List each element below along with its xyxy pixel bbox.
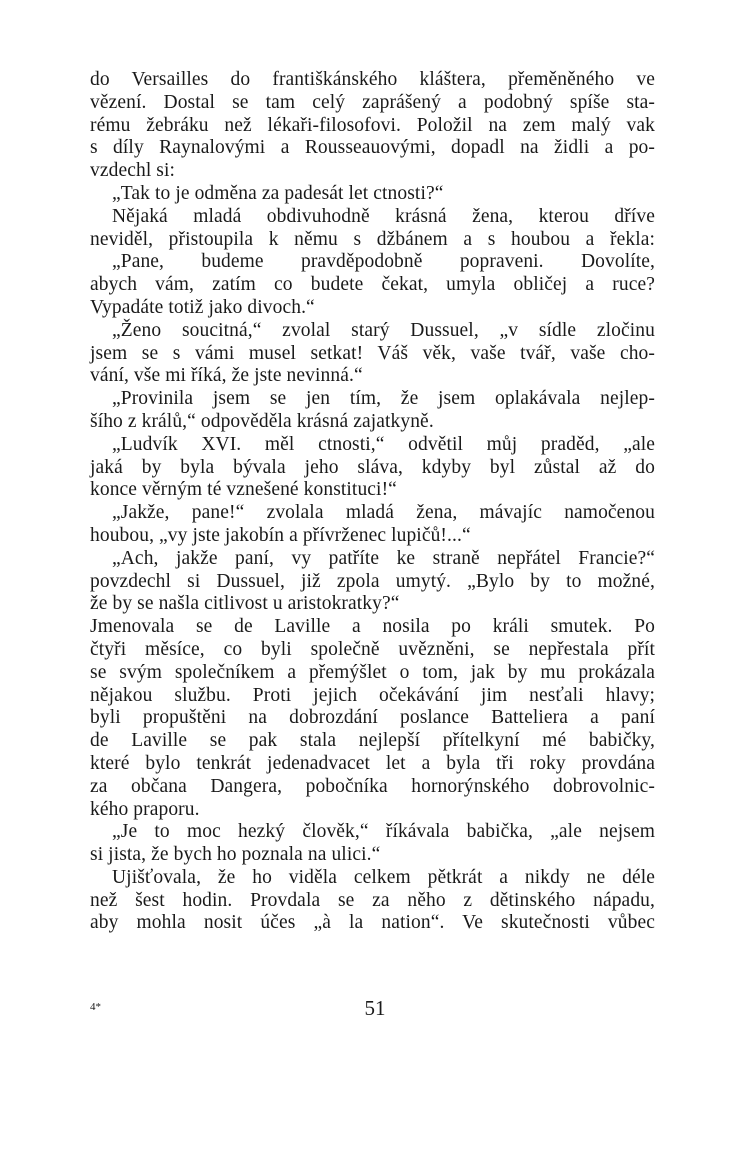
text-line: „Pane, budeme pravděpodobně popraveni. Dovolíte,: [112, 251, 655, 273]
text-line: se svým společníkem a přemýšlet o tom, jak by mu prokázala: [90, 661, 655, 683]
page-number: 51: [364, 996, 386, 1020]
text-line: neviděl, přistoupila k němu s džbánem a s houbou a řekla:: [90, 228, 655, 250]
text-line: že by se našla citlivost u aristokratky?“: [90, 593, 400, 615]
text-line: „Provinila jsem se jen tím, že jsem oplakávala nejlep-: [112, 388, 655, 410]
text-line: jsem se s vámi musel setkat! Váš věk, vaše tvář, vaše cho-: [90, 342, 655, 364]
text-line: jaká by byla bývala jeho sláva, kdyby byl zůstal až do: [90, 456, 655, 478]
text-line: Vypadáte totiž jako divoch.“: [90, 296, 315, 318]
text-line: „Ach, jakže paní, vy patříte ke straně nepřátel Francie?“: [112, 547, 655, 569]
text-line: nějakou službu. Proti jejich očekávání jim nesťali hlavy;: [90, 684, 655, 706]
text-line: rému žebráku než lékaři-filosofovi. Položil na zem malý vak: [90, 114, 655, 136]
text-line: kého praporu.: [90, 798, 200, 820]
text-line: čtyři měsíce, co byli společně uvězněni, se nepřestala přít: [90, 638, 655, 660]
text-line: „Ludvík XVI. měl ctnosti,“ odvětil můj praděd, „ale: [112, 433, 655, 455]
text-line: než šest hodin. Provdala se za něho z dětinského nápadu,: [90, 889, 655, 911]
text-line: do Versailles do františkánského kláštera, přeměněného ve: [90, 69, 655, 90]
text-line: „Jakže, pane!“ zvolala mladá žena, mávajíc namočenou: [112, 502, 655, 524]
page-body: [90, 69, 655, 935]
text-line: vání, vše mi říká, že jste nevinná.“: [90, 365, 363, 387]
text-line: vzdechl si:: [90, 160, 176, 182]
text-line: Ujišťovala, že ho viděla celkem pětkrát a nikdy ne déle: [112, 866, 655, 888]
text-line: byli propuštěni na dobrozdání poslance Batteliera a paní: [90, 707, 655, 729]
text-line: de Laville se pak stala nejlepší přítelkyní mé babičky,: [90, 730, 655, 752]
text-line: Nějaká mladá obdivuhodně krásná žena, kterou dříve: [112, 205, 655, 227]
text-line: „Tak to je odměna za padesát let ctnosti?“: [112, 182, 444, 204]
text-line: „Ženo soucitná,“ zvolal starý Dussuel, „v sídle zločinu: [112, 319, 655, 341]
text-line: abych vám, zatím co budete čekat, umyla obličej a ruce?: [90, 274, 655, 296]
text-line: s díly Raynalovými a Rousseauovými, dopadl na židli a po-: [90, 137, 655, 159]
text-line: Jmenovala se de Laville a nosila po králi smutek. Po: [90, 616, 655, 638]
text-line: které bylo tenkrát jedenadvacet let a byla tři roky provdána: [90, 752, 655, 774]
text-line: si jista, že bych ho poznala na ulici.“: [90, 844, 381, 866]
text-line: aby mohla nosit účes „à la nation“. Ve skutečnosti vůbec: [90, 912, 655, 934]
text-line: vězení. Dostal se tam celý zaprášený a podobný spíše sta-: [90, 91, 655, 113]
text-line: za občana Dangera, pobočníka hornorýnského dobrovolnic-: [90, 775, 655, 797]
text-line: šího z králů,“ odpověděla krásná zajatkyně.: [90, 410, 434, 432]
text-line: povzdechl si Dussuel, již zpola umytý. „Bylo by to možné,: [90, 570, 655, 592]
printer-signature-mark: 4*: [90, 1001, 101, 1013]
text-line: houbou, „vy jste jakobín a přívrženec lupičů!...“: [90, 524, 471, 546]
text-line: konce věrným té vznešené konstituci!“: [90, 479, 397, 501]
text-line: „Je to moc hezký člověk,“ říkávala babička, „ale nejsem: [112, 821, 655, 843]
